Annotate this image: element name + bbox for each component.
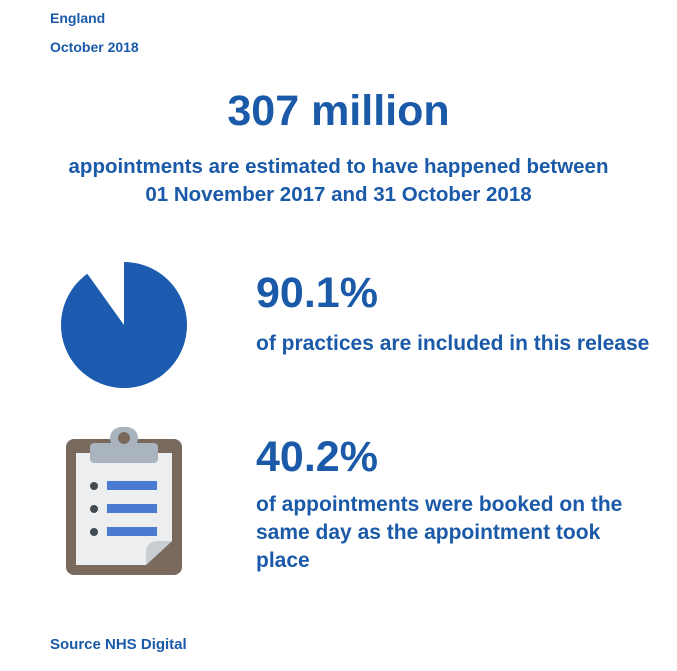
practices-percentage: 90.1% — [256, 269, 378, 317]
pie-slice — [61, 262, 187, 388]
practices-description: of practices are included in this release — [256, 332, 650, 355]
headline-value: 307 million — [227, 87, 450, 135]
same-day-description: of appointments were booked on the same day as the appointment took place — [256, 493, 623, 572]
headline-description-line1: appointments are estimated to have happened between — [68, 155, 609, 178]
source-label: Source NHS Digital — [50, 636, 187, 653]
region-label: England — [50, 10, 106, 26]
pie-chart-icon — [61, 262, 187, 388]
clipboard-icon — [66, 423, 182, 575]
period-label: October 2018 — [50, 39, 139, 55]
same-day-percentage: 40.2% — [256, 433, 378, 481]
headline-description — [0, 153, 677, 209]
headline-description-line2: 01 November 2017 and 31 October 2018 — [145, 183, 532, 206]
